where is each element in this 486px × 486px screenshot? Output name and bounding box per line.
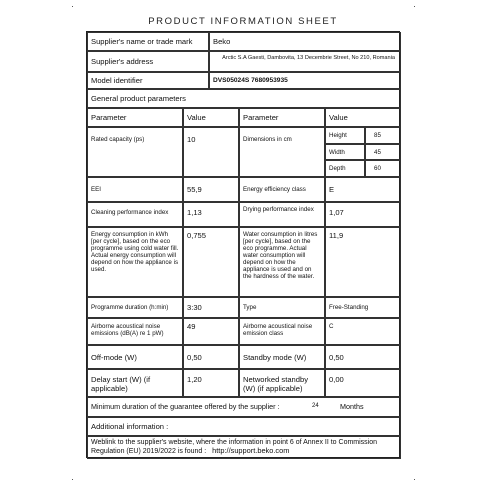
standby-mode-label: Standby mode (W)	[239, 345, 325, 369]
standby-mode-value: 0,50	[325, 345, 401, 369]
header-parameter-right: Parameter	[239, 108, 325, 127]
water-consumption-label: Water consumption in litres [per cycle], based on the eco programme. Actual water consumption will depend on how the appliance is used and on the hardness of the water.	[239, 227, 325, 297]
networked-standby-label: Networked standby (W) (if applicable)	[239, 369, 325, 397]
corner-mark	[72, 479, 73, 480]
cleaning-performance-label: Cleaning performance index	[87, 202, 183, 227]
dimensions-label: Dimensions in cm	[239, 127, 325, 177]
height-value: 85	[365, 127, 401, 144]
depth-label: Depth	[325, 160, 365, 177]
header-value-right: Value	[325, 108, 401, 127]
guarantee-row	[87, 397, 401, 417]
guarantee-unit: Months	[340, 402, 364, 411]
eei-label: EEI	[87, 177, 183, 202]
type-label: Type	[239, 297, 325, 318]
weblink-row	[87, 436, 401, 459]
noise-class-value: C	[325, 318, 401, 345]
corner-mark	[72, 6, 73, 7]
corner-mark	[414, 479, 415, 480]
header-parameter-left: Parameter	[87, 108, 183, 127]
header-value-left: Value	[183, 108, 239, 127]
noise-emission-label: Airborne acoustical noise emissions (dB(A) re 1 pW)	[87, 318, 183, 345]
supplier-name-label: Supplier's name or trade mark	[87, 32, 209, 51]
delay-start-value: 1,20	[183, 369, 239, 397]
noise-emission-value: 49	[183, 318, 239, 345]
delay-start-label: Delay start (W) (if applicable)	[87, 369, 183, 397]
width-label: Width	[325, 144, 365, 160]
noise-class-label: Airborne acoustical noise emission class	[239, 318, 325, 345]
drying-performance-label: Drying performance index	[239, 202, 325, 227]
supplier-address-value: Arctic S.A Gaesti, Dambovita, 13 Decembrie Street, No 210, Romania	[209, 51, 401, 72]
rated-capacity-value: 10	[183, 127, 239, 177]
product-information-table	[86, 31, 400, 458]
additional-information: Additional information :	[87, 417, 401, 436]
eei-value: 55,9	[183, 177, 239, 202]
weblink-text: Weblink to the supplier's website, where the information in point 6 of Annex II to Commission Regulation (EU) 2019/2022 is found :	[91, 439, 378, 455]
energy-consumption-value: 0,755	[183, 227, 239, 297]
height-label: Height	[325, 127, 365, 144]
energy-class-value: E	[325, 177, 401, 202]
model-identifier-label: Model identifier	[87, 72, 209, 89]
supplier-address-label: Supplier's address	[87, 51, 209, 72]
drying-performance-value: 1,07	[325, 202, 401, 227]
width-value: 45	[365, 144, 401, 160]
networked-standby-value: 0,00	[325, 369, 401, 397]
supplier-name-value: Beko	[209, 32, 401, 51]
type-value: Free-Standing	[325, 297, 401, 318]
general-parameters-heading: General product parameters	[87, 89, 401, 108]
depth-value: 60	[365, 160, 401, 177]
rated-capacity-label: Rated capacity (ps)	[87, 127, 183, 177]
energy-consumption-label: Energy consumption in kWh [per cycle], based on the eco programme using cold water fill. Actual energy consumption will depend on how the appliance is used.	[87, 227, 183, 297]
guarantee-label: Minimum duration of the guarantee offered by the supplier :	[91, 402, 280, 411]
model-identifier-value: DVS05024S 7680953935	[209, 72, 401, 89]
guarantee-value: 24	[312, 403, 319, 409]
off-mode-value: 0,50	[183, 345, 239, 369]
programme-duration-value: 3:30	[183, 297, 239, 318]
off-mode-label: Off-mode (W)	[87, 345, 183, 369]
weblink-url[interactable]: http://support.beko.com	[212, 446, 290, 455]
cleaning-performance-value: 1,13	[183, 202, 239, 227]
energy-class-label: Energy efficiency class	[239, 177, 325, 202]
corner-mark	[414, 6, 415, 7]
page-title: PRODUCT INFORMATION SHEET	[148, 16, 338, 27]
programme-duration-label: Programme duration (h:min)	[87, 297, 183, 318]
water-consumption-value: 11,9	[325, 227, 401, 297]
